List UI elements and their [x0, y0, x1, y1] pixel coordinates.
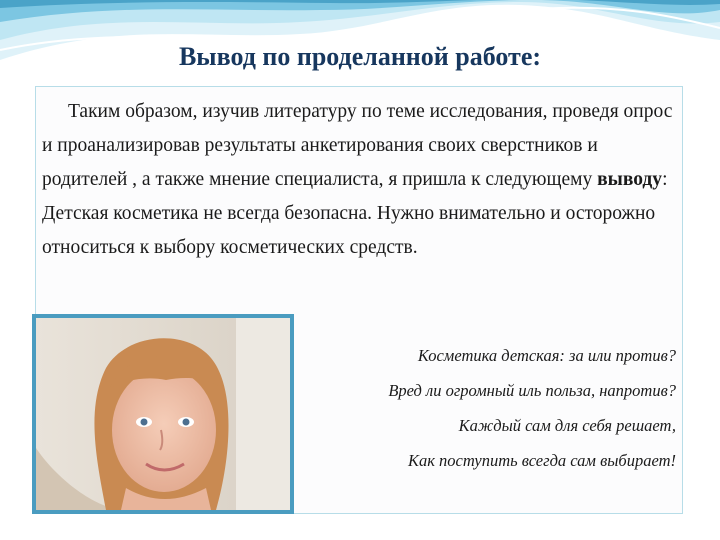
conclusion-bold-word: выводу — [597, 169, 663, 190]
portrait-photo-icon — [36, 318, 290, 510]
poem-line: Косметика детская: за или против? — [417, 346, 676, 365]
poem-line: Каждый сам для себя решает, — [458, 416, 676, 435]
poem — [256, 338, 676, 478]
conclusion-text-part2: : Детская косметика не всегда безопасна. Нужно внимательно и осторожно относиться к выбору косметических средств. — [42, 169, 668, 258]
conclusion-text-part1: Таким образом, изучив литературу по теме исследования, проведя опрос и проанализировав результаты анкетирования своих сверстников и родителей , а также мнение специалиста, я пришла к следующему — [42, 101, 673, 190]
conclusion-paragraph — [42, 95, 674, 265]
poem-line: Как поступить всегда сам выбирает! — [408, 451, 676, 470]
slide-title: Вывод по проделанной работе: — [178, 42, 542, 71]
poem-line: Вред ли огромный иль польза, напротив? — [388, 381, 676, 400]
photo-frame — [32, 314, 294, 514]
